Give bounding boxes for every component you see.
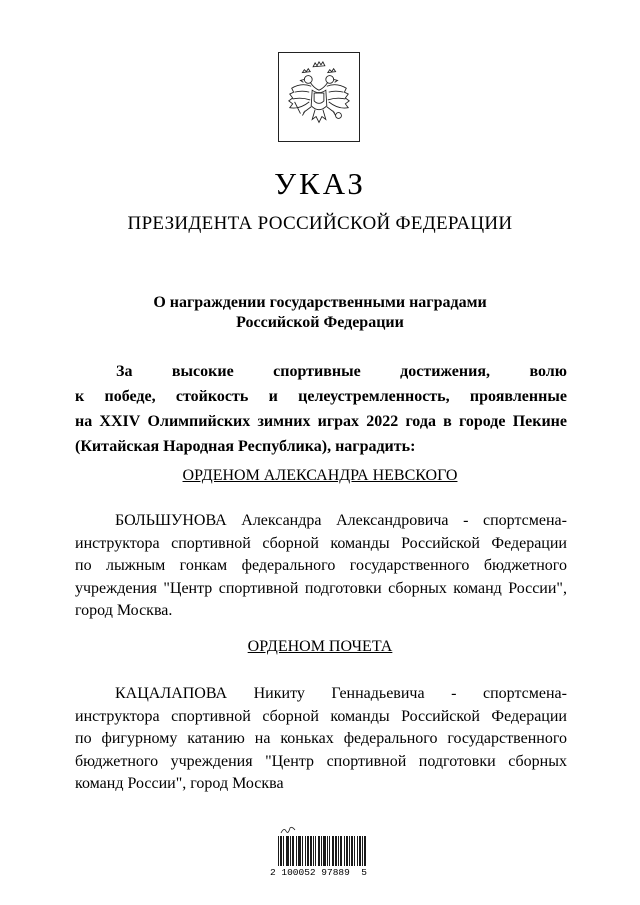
paragraph-line — [75, 600, 567, 623]
barcode-icon — [278, 836, 366, 866]
word: высокие — [171, 363, 234, 380]
word: КАЦАЛАПОВА — [115, 685, 228, 702]
word: коньках — [280, 730, 334, 747]
word: по — [75, 730, 92, 747]
word: и — [268, 388, 278, 405]
word: фигурному — [101, 730, 178, 747]
word: достижения, — [400, 363, 490, 380]
word: 2022 — [366, 413, 399, 430]
word: спортивные — [273, 363, 361, 380]
order-title-honor: ОРДЕНОМ ПОЧЕТА — [247, 638, 393, 655]
word: к — [75, 388, 85, 405]
word: федерального — [241, 557, 336, 574]
word: - — [451, 685, 457, 702]
barcode-number: 2 100052 97889 5 — [270, 867, 367, 878]
word: спортивной — [171, 707, 251, 725]
word: проявленные — [469, 388, 567, 405]
paragraph-line — [75, 773, 567, 796]
word: Пекине — [512, 413, 567, 430]
word: Российской — [401, 534, 480, 552]
word: команды — [330, 707, 390, 725]
word: сборной — [262, 534, 319, 552]
word: спортивной — [171, 534, 251, 552]
word: БОЛЬШУНОВА — [115, 512, 227, 529]
document-barcode — [270, 826, 374, 882]
award-paragraph-katsalapov — [75, 683, 567, 796]
decree-subtitle: ПРЕЗИДЕНТА РОССИЙСКОЙ ФЕДЕРАЦИИ — [127, 213, 513, 234]
word: подготовки — [304, 579, 382, 597]
word: спортивной — [218, 579, 299, 597]
preamble-line — [75, 409, 567, 434]
word: "Центр — [163, 579, 213, 597]
word: Федерации — [491, 707, 567, 725]
paragraph-line — [75, 728, 567, 751]
word: сборной — [262, 707, 319, 725]
word: Геннадьевича — [331, 685, 425, 702]
word: лыжным — [106, 557, 166, 574]
signature-mark-icon — [280, 826, 296, 836]
coat-of-arms-emblem — [278, 52, 360, 142]
preamble-line — [75, 359, 567, 384]
word: бюджетного — [75, 752, 159, 770]
word: спортсмена- — [482, 512, 567, 529]
word: играх — [317, 413, 360, 430]
word: Никиту — [253, 685, 305, 702]
word: За — [116, 363, 133, 380]
paragraph-last-line: город Москва. — [75, 602, 173, 619]
word: подготовки — [418, 752, 496, 770]
preamble-last-line: (Китайская Народная Республика), наградить: — [75, 438, 416, 455]
word: инструктора — [75, 707, 160, 725]
word: сборных — [388, 579, 447, 597]
word: волю — [529, 363, 567, 380]
word: Александровича — [336, 512, 449, 529]
word: на — [254, 730, 271, 747]
paragraph-line — [75, 683, 567, 706]
word: катанию — [187, 730, 245, 747]
word: спортивной — [326, 752, 407, 770]
word: Российской — [401, 707, 480, 725]
word: гонкам — [179, 557, 228, 574]
preamble-paragraph — [75, 359, 567, 459]
word: целеустремленность, — [298, 388, 450, 405]
paragraph-line — [75, 555, 567, 578]
preamble-line — [75, 434, 567, 459]
word: инструктора — [75, 534, 160, 552]
word: XXIV — [99, 413, 141, 430]
word: команды — [330, 534, 390, 552]
word: победе, — [104, 388, 156, 405]
heading-line: О награждении государственными наградами — [153, 294, 487, 311]
paragraph-line — [75, 751, 567, 774]
word: "Центр — [265, 752, 315, 770]
preamble-line — [75, 384, 567, 409]
paragraph-line — [75, 706, 567, 729]
word: спортсмена- — [483, 685, 567, 702]
word: Александра — [241, 512, 322, 529]
word: государственного — [349, 557, 470, 574]
word: Федерации — [491, 534, 567, 552]
word: учреждения — [75, 579, 157, 597]
word: городе — [458, 413, 506, 430]
decree-title: УКАЗ — [274, 166, 366, 201]
word: зимних — [257, 413, 311, 430]
word: по — [75, 557, 92, 574]
word: Олимпийских — [147, 413, 251, 430]
word: на — [75, 413, 93, 430]
word: года — [405, 413, 436, 430]
paragraph-last-line: команд России", город Москва — [75, 775, 284, 792]
heading-line: Российской Федерации — [236, 314, 404, 331]
word: стойкость — [175, 388, 249, 405]
word: учреждения — [170, 752, 253, 770]
paragraph-line — [75, 510, 567, 533]
word: бюджетного — [483, 557, 567, 574]
word: - — [463, 512, 469, 529]
paragraph-line — [75, 533, 567, 556]
order-title-nevsky: ОРДЕНОМ АЛЕКСАНДРА НЕВСКОГО — [182, 467, 458, 484]
word: в — [443, 413, 452, 430]
award-paragraph-bolshunov — [75, 510, 567, 623]
russian-coat-of-arms-icon — [279, 53, 359, 141]
word: России", — [508, 579, 567, 597]
decree-heading — [0, 293, 640, 333]
word: команд — [453, 579, 502, 597]
word: государственного — [447, 730, 567, 747]
word: сборных — [508, 752, 567, 770]
paragraph-line — [75, 578, 567, 601]
word: федерального — [343, 730, 438, 747]
